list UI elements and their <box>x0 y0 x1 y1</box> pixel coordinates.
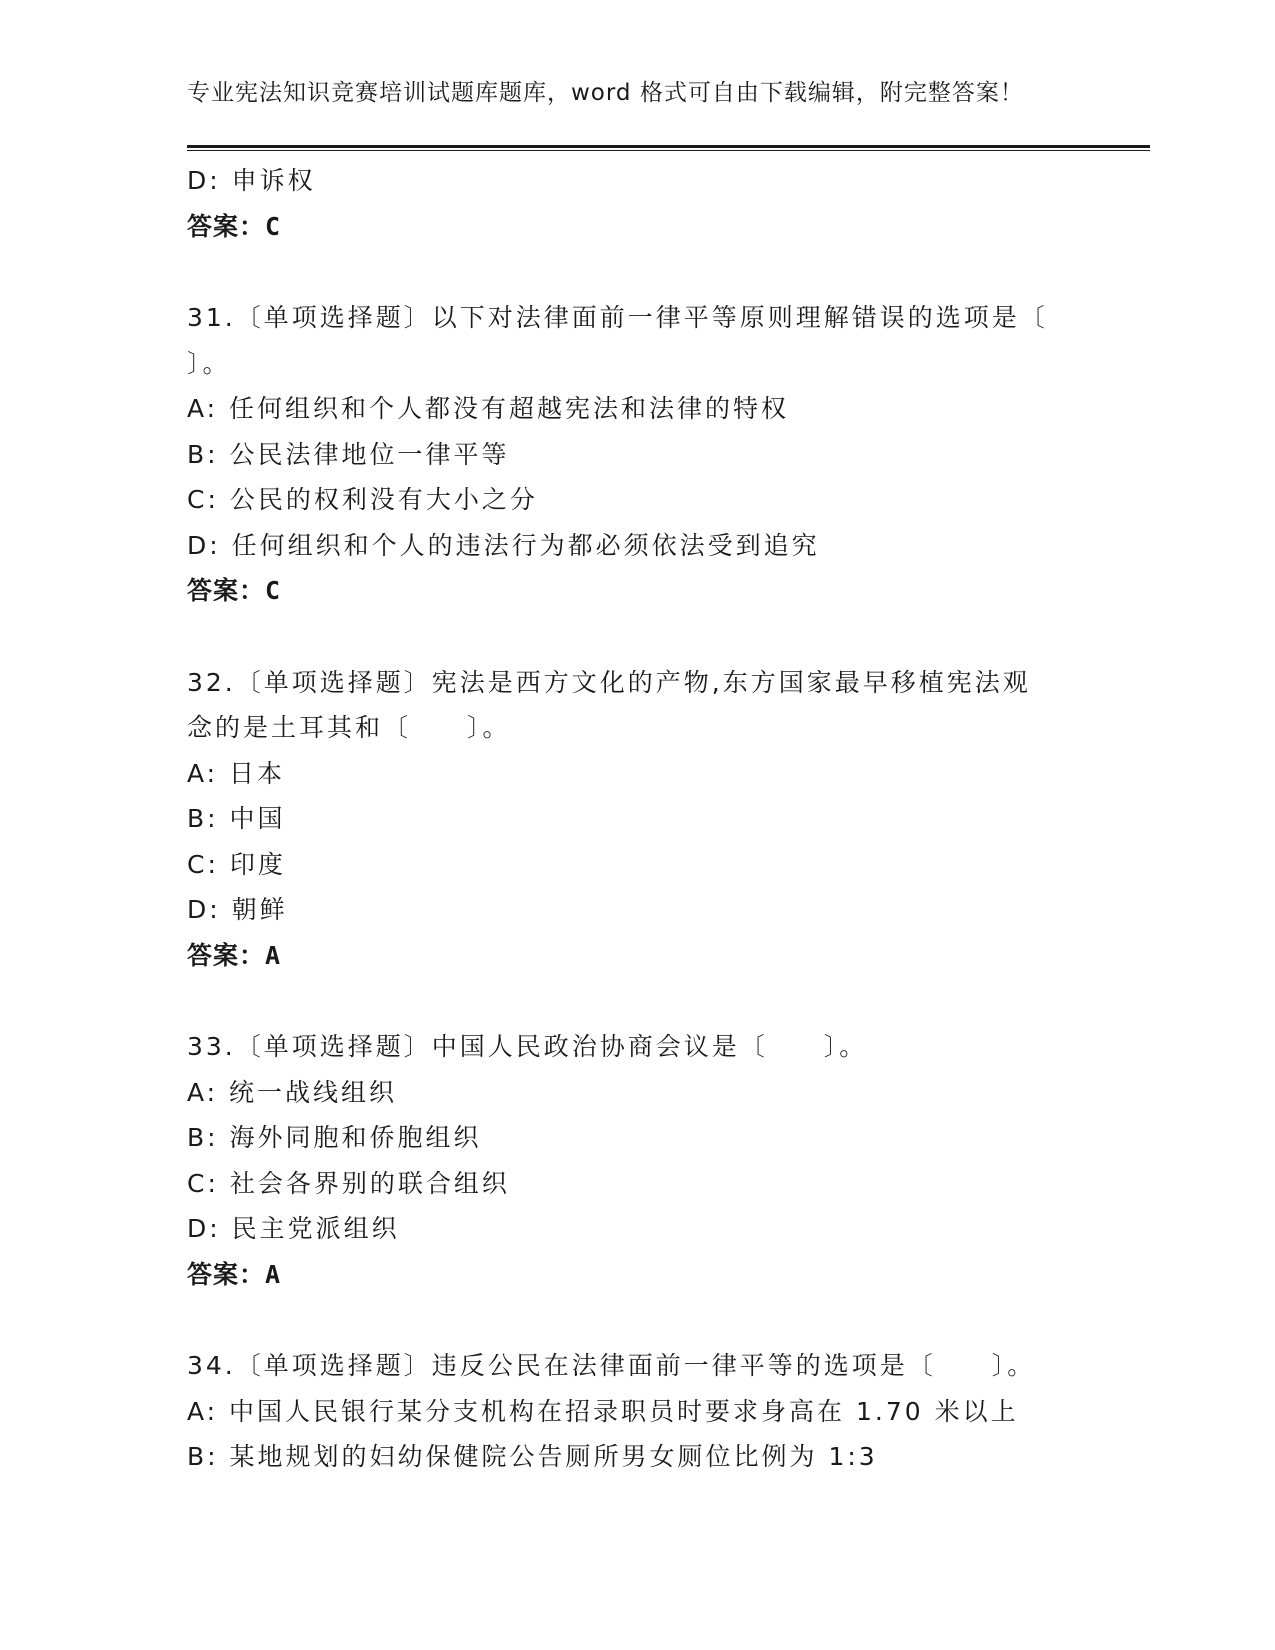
option-c: C: 公民的权利没有大小之分 <box>187 485 538 514</box>
option-a: A: 日本 <box>187 758 286 788</box>
question-text-line-1: 31.〔单项选择题〕以下对法律面前一律平等原则理解错误的选项是〔 <box>187 303 1048 332</box>
question-text-line-2: 〕。 <box>187 348 231 378</box>
option-c: C: 印度 <box>187 849 286 879</box>
question-text-line-1: 33.〔单项选择题〕中国人民政治协商会议是〔 〕。 <box>187 1032 868 1061</box>
question-text-line-1: 32.〔单项选择题〕宪法是西方文化的产物,东方国家最早移植宪法观 <box>187 667 1031 697</box>
option-a: A: 任何组织和个人都没有超越宪法和法律的特权 <box>187 394 790 423</box>
option-d: D: 朝鲜 <box>187 895 288 924</box>
option-d: D: 任何组织和个人的违法行为都必须依法受到追究 <box>187 530 820 560</box>
question-34 <box>187 1343 1087 1480</box>
option-d: D: 申诉权 <box>187 166 316 195</box>
answer: 答案：C <box>187 576 282 605</box>
question-text-line-1: 34.〔单项选择题〕违反公民在法律面前一律平等的选项是〔 〕。 <box>187 1351 1036 1380</box>
question-30-tail <box>187 158 1087 249</box>
answer: 答案：A <box>187 1259 282 1289</box>
answer: 答案：C <box>187 211 282 241</box>
question-32 <box>187 660 1087 979</box>
document-body <box>187 158 1087 1480</box>
option-b: B: 公民法律地位一律平等 <box>187 439 510 469</box>
option-a: A: 中国人民银行某分支机构在招录职员时要求身高在 1.70 米以上 <box>187 1396 1019 1426</box>
page-header: 专业宪法知识竞赛培训试题库题库，word 格式可自由下载编辑，附完整答案！ <box>187 80 1024 106</box>
option-a: A: 统一战线组织 <box>187 1077 398 1107</box>
option-d: D: 民主党派组织 <box>187 1214 400 1243</box>
question-text-line-2: 念的是土耳其和〔 〕。 <box>187 713 511 742</box>
option-c: C: 社会各界别的联合组织 <box>187 1168 510 1198</box>
header-divider <box>187 145 1150 151</box>
option-b: B: 中国 <box>187 804 286 833</box>
question-31 <box>187 295 1087 614</box>
question-33 <box>187 1024 1087 1297</box>
answer: 答案：A <box>187 940 282 970</box>
option-b: B: 某地规划的妇幼保健院公告厕所男女厕位比例为 1:3 <box>187 1442 878 1471</box>
option-b: B: 海外同胞和侨胞组织 <box>187 1123 482 1152</box>
